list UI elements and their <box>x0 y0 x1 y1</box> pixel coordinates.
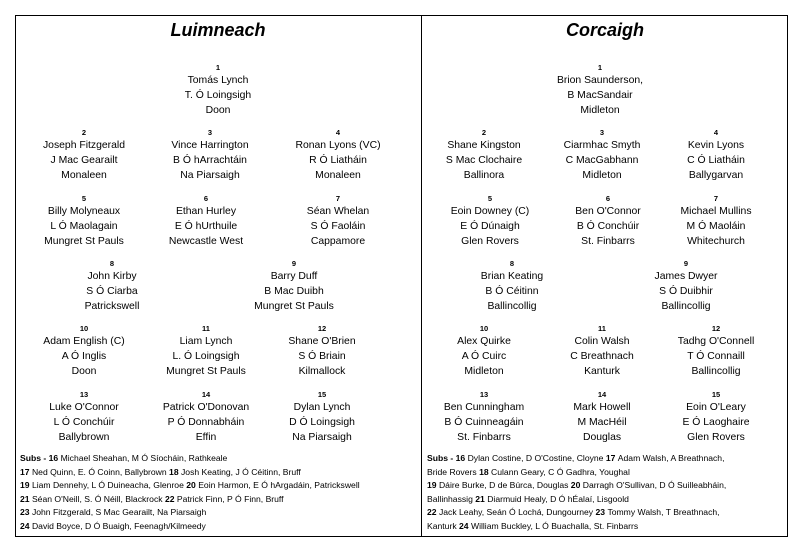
player-card <box>626 323 799 379</box>
player-number: 4 <box>713 128 719 137</box>
player-club: Patrickswell <box>84 301 140 312</box>
player-number: 6 <box>203 194 209 203</box>
player-number: 10 <box>79 324 89 333</box>
sub-details: Culann Geary, C Ó Gadhra, Youghal <box>491 466 630 477</box>
player-club: Kanturk <box>584 366 620 377</box>
player-name: James Dwyer <box>654 271 718 282</box>
player-number: 2 <box>81 128 87 137</box>
team-title-corcaigh: Corcaigh <box>565 20 644 40</box>
player-name: Luke O'Connor <box>49 402 119 413</box>
player-name: John Kirby <box>87 271 137 282</box>
sub-details: Michael Sheahan, M Ó Síocháin, Rathkeale <box>60 453 228 463</box>
player-name: Eoin O'Leary <box>686 402 746 413</box>
player-name: Tadhg O'Connell <box>677 336 755 347</box>
player-club: Cappamore <box>310 236 366 247</box>
sub-number: Subs - 16 <box>427 453 468 463</box>
player-irish-name: M MacHéil <box>577 417 627 428</box>
player-name: Ben Cunningham <box>443 402 525 413</box>
sub-number: 21 <box>20 493 32 504</box>
subs-line <box>20 493 360 507</box>
player-irish-name: D Ó Loingsigh <box>289 417 355 428</box>
player-number: 9 <box>683 259 689 268</box>
player-name: Kevin Lyons <box>687 140 745 151</box>
player-irish-name: E Ó Dúnaigh <box>460 221 520 232</box>
player-name: Shane Kingston <box>447 140 521 151</box>
sub-details: John Fitzgerald, S Mac Gearailt, Na Piarsaigh <box>31 507 207 518</box>
player-number: 14 <box>201 390 211 399</box>
player-irish-name: C Ó Liatháin <box>687 155 745 166</box>
player-club: Kilmallock <box>298 366 346 377</box>
player-card <box>626 193 799 249</box>
player-number: 8 <box>109 259 115 268</box>
player-club: Ballybrown <box>58 432 110 443</box>
player-number: 8 <box>509 259 515 268</box>
subs-line <box>427 452 726 466</box>
player-club: Midleton <box>582 170 622 181</box>
player-number: 12 <box>711 324 721 333</box>
player-irish-name: L. Ó Loingsigh <box>172 351 240 362</box>
subs-line <box>427 466 726 480</box>
player-name: Adam English (C) <box>43 336 125 347</box>
player-card <box>596 258 776 314</box>
player-irish-name: S Ó Ciarba <box>86 286 138 297</box>
player-name: Michael Mullins <box>680 206 752 217</box>
player-irish-name: P Ó Donnabháin <box>167 417 245 428</box>
player-club: Monaleen <box>61 170 107 181</box>
player-name: Mark Howell <box>573 402 631 413</box>
player-club: Doon <box>71 366 97 377</box>
player-number: 15 <box>317 390 327 399</box>
sub-number: 19 <box>427 480 439 491</box>
player-irish-name: C Breathnach <box>570 351 634 362</box>
player-name: Dylan Lynch <box>293 402 351 413</box>
player-card <box>510 62 690 118</box>
player-club: Ballincollig <box>691 366 741 377</box>
sub-details: Liam Dennehy, L Ó Duineacha, Glenroe <box>31 480 187 491</box>
player-name: Brion Saunderson, <box>556 75 644 86</box>
player-club: Na Piarsaigh <box>292 432 352 443</box>
player-club: Ballygarvan <box>688 170 744 181</box>
sub-details: Dáire Burke, D de Búrca, Douglas <box>438 480 571 491</box>
player-club: Ballinora <box>463 170 505 181</box>
subs-line <box>20 520 360 534</box>
sub-number: 22 <box>164 493 177 504</box>
player-club: Douglas <box>582 432 622 443</box>
player-number: 1 <box>597 63 603 72</box>
player-card <box>626 389 799 445</box>
player-number: 10 <box>479 324 489 333</box>
sub-details: Darragh O'Sullivan, D Ó Suilleabháin, <box>582 480 727 491</box>
player-number: 6 <box>605 194 611 203</box>
player-name: Eoin Downey (C) <box>450 206 530 217</box>
player-irish-name: T Ó Connaill <box>687 351 745 362</box>
player-club: St. Finbarrs <box>457 432 511 443</box>
sub-details: Josh Keating, J Ó Céitinn, Bruff <box>181 466 301 477</box>
sub-details: Bride Rovers <box>427 466 480 477</box>
player-irish-name: B Ó Céitinn <box>485 286 539 297</box>
subs-line <box>20 452 360 466</box>
sub-details: Patrick Finn, P Ó Finn, Bruff <box>176 493 284 504</box>
sub-number: 24 <box>20 520 32 531</box>
player-irish-name: C MacGabhann <box>565 155 639 166</box>
player-name: Ciarmhac Smyth <box>563 140 641 151</box>
sub-number: 17 <box>20 466 32 477</box>
player-club: Doon <box>205 105 231 116</box>
sub-number: Subs - 16 <box>20 453 61 463</box>
sub-number: 23 <box>20 507 32 518</box>
player-name: Billy Molyneaux <box>47 206 121 217</box>
subs-line <box>427 493 726 507</box>
player-number: 4 <box>335 128 341 137</box>
sub-number: 17 <box>605 453 618 463</box>
sub-details: Kanturk <box>427 520 460 531</box>
player-irish-name: L Ó Conchúir <box>53 417 115 428</box>
player-club: Midleton <box>580 105 620 116</box>
player-number: 5 <box>487 194 493 203</box>
player-irish-name: E Ó hUrthuile <box>174 221 238 232</box>
subs-line <box>427 479 726 493</box>
player-card <box>232 389 412 445</box>
player-club: Ballincollig <box>487 301 537 312</box>
player-name: Shane O'Brien <box>288 336 356 347</box>
player-number: 5 <box>81 194 87 203</box>
player-number: 11 <box>202 324 210 333</box>
player-irish-name: A Ó Inglis <box>61 351 107 362</box>
player-irish-name: B Ó Cuinneagáin <box>444 417 524 428</box>
sub-number: 18 <box>169 466 181 477</box>
player-card <box>204 258 384 314</box>
player-number: 1 <box>215 63 221 72</box>
sub-details: Ned Quinn, E. Ó Coinn, Ballybrown <box>31 466 170 477</box>
sub-details: Dylan Costine, D O'Costine, Cloyne <box>467 453 606 463</box>
sub-details: Eoin Harmon, E Ó hArgadáin, Patrickswell <box>198 480 360 491</box>
player-club: Effin <box>195 432 217 443</box>
sub-details: Diarmuid Healy, D Ó hÉalaí, Lisgoold <box>487 493 629 504</box>
player-irish-name: T. Ó Loingsigh <box>184 90 252 101</box>
player-club: Newcastle West <box>168 236 244 247</box>
subs-line <box>20 466 360 480</box>
sub-details: Adam Walsh, A Breathnach, <box>617 453 725 463</box>
player-number: 3 <box>599 128 605 137</box>
player-irish-name: A Ó Cuirc <box>461 351 507 362</box>
sub-details: Jack Leahy, Seán Ó Lochá, Dungourney <box>438 507 596 518</box>
player-card <box>422 258 602 314</box>
team-title-luimneach: Luimneach <box>170 20 266 40</box>
sub-number: 19 <box>20 480 32 491</box>
player-name: Séan Whelan <box>306 206 370 217</box>
sub-details: Séan O'Neill, S. Ó Néill, Blackrock <box>31 493 165 504</box>
player-number: 15 <box>711 390 721 399</box>
player-name: Ronan Lyons (VC) <box>295 140 381 151</box>
player-club: Mungret St Pauls <box>166 366 246 377</box>
player-club: Mungret St Pauls <box>254 301 334 312</box>
subs-line <box>20 479 360 493</box>
player-club: Na Piarsaigh <box>180 170 240 181</box>
player-number: 3 <box>207 128 213 137</box>
player-irish-name: S Ó Faoláin <box>310 221 366 232</box>
player-name: Barry Duff <box>270 271 318 282</box>
player-club: Glen Rovers <box>687 432 745 443</box>
player-number: 7 <box>713 194 719 203</box>
player-club: Ballincollig <box>661 301 711 312</box>
sub-number: 20 <box>570 480 583 491</box>
player-name: Brian Keating <box>480 271 544 282</box>
sub-number: 21 <box>475 493 488 504</box>
player-club: Midleton <box>464 366 504 377</box>
player-name: Ben O'Connor <box>575 206 641 217</box>
player-name: Liam Lynch <box>179 336 233 347</box>
player-club: Monaleen <box>315 170 361 181</box>
player-irish-name: R Ó Liatháin <box>309 155 367 166</box>
player-club: Whitechurch <box>687 236 745 247</box>
player-name: Joseph Fitzgerald <box>42 140 125 151</box>
subs-list-corcaigh <box>427 452 726 534</box>
player-number: 13 <box>79 390 89 399</box>
player-irish-name: B Ó Conchúir <box>576 221 640 232</box>
player-name: Colin Walsh <box>574 336 630 347</box>
subs-line <box>427 520 726 534</box>
player-name: Ethan Hurley <box>175 206 237 217</box>
player-number: 2 <box>481 128 487 137</box>
sub-details: David Boyce, D Ó Buaigh, Feenagh/Kilmeedy <box>31 520 206 531</box>
sub-number: 18 <box>479 466 492 477</box>
sub-number: 24 <box>459 520 471 531</box>
player-irish-name: B Ó hArrachtáin <box>173 155 247 166</box>
player-card <box>626 127 799 183</box>
player-number: 7 <box>335 194 341 203</box>
player-club: Mungret St Pauls <box>44 236 124 247</box>
player-irish-name: J Mac Gearailt <box>50 155 118 166</box>
player-irish-name: S Mac Clochaire <box>445 155 523 166</box>
player-club: Glen Rovers <box>461 236 519 247</box>
subs-line <box>20 506 360 520</box>
sub-details: William Buckley, L Ó Buachalla, St. Finbarrs <box>470 520 639 531</box>
player-card <box>232 323 412 379</box>
sub-number: 23 <box>595 507 608 518</box>
player-irish-name: L Ó Maolagain <box>50 221 118 232</box>
sub-details: Tommy Walsh, T Breathnach, <box>607 507 720 518</box>
player-irish-name: M Ó Maoláin <box>686 221 746 232</box>
player-irish-name: B Mac Duibh <box>264 286 324 297</box>
player-number: 9 <box>291 259 297 268</box>
player-irish-name: B MacSandair <box>567 90 633 101</box>
player-card <box>22 258 202 314</box>
player-number: 14 <box>597 390 607 399</box>
player-number: 11 <box>598 324 606 333</box>
subs-list-luimneach <box>20 452 360 534</box>
player-name: Patrick O'Donovan <box>162 402 250 413</box>
player-card <box>128 62 308 118</box>
player-irish-name: S Ó Briain <box>298 351 346 362</box>
player-number: 13 <box>479 390 489 399</box>
player-irish-name: S Ó Duibhir <box>659 286 713 297</box>
subs-line <box>427 506 726 520</box>
player-irish-name: E Ó Laoghaire <box>682 417 750 428</box>
sub-number: 22 <box>427 507 439 518</box>
player-name: Alex Quirke <box>457 336 511 347</box>
sub-number: 20 <box>186 480 199 491</box>
player-number: 12 <box>317 324 327 333</box>
player-name: Vince Harrington <box>171 140 249 151</box>
sub-details: Ballinhassig <box>427 493 476 504</box>
player-name: Tomás Lynch <box>187 75 249 86</box>
player-club: St. Finbarrs <box>581 236 635 247</box>
